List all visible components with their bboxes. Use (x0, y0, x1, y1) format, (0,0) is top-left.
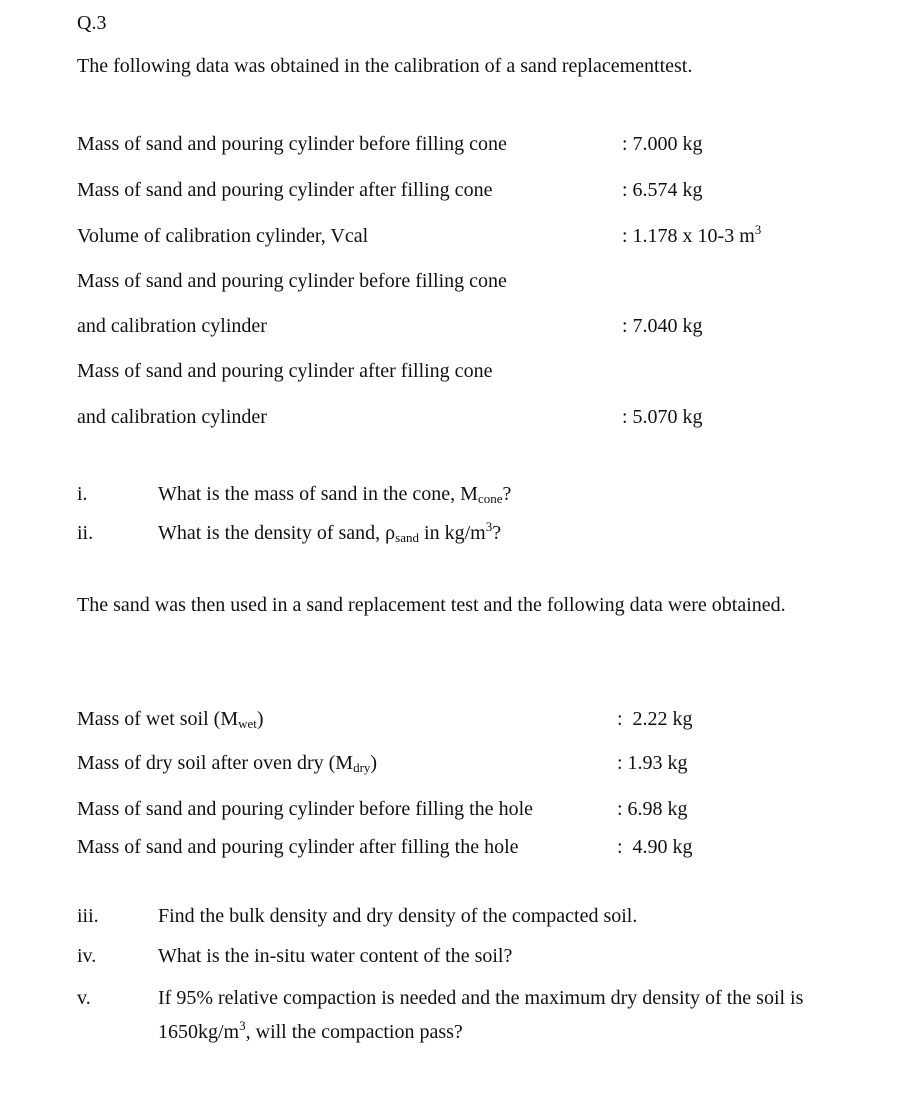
question-number: iii. (77, 905, 99, 927)
calibration-label: Mass of sand and pouring cylinder after filling cone (77, 179, 493, 201)
question-number: ii. (77, 522, 94, 544)
question-number: i. (77, 483, 88, 505)
question-text: What is the in-situ water content of the soil? (158, 945, 513, 967)
calibration-label: Volume of calibration cylinder, Vcal (77, 225, 369, 247)
question-text: What is the density of sand, $\rho_{sand}$ in $kg/m^3$? (158, 519, 502, 545)
question-label: Q.3 (77, 12, 107, 34)
calibration-value: : 5.070 kg (622, 406, 703, 428)
calibration-value: : 1.178 x 10-3 $m^3$ (622, 222, 762, 247)
calibration-value: : 7.040 kg (622, 315, 703, 337)
question-number: iv. (77, 945, 97, 967)
test-value: : 4.90 kg (617, 836, 693, 858)
intro-text: The following data was obtained in the calibration of a sand replacementtest. (77, 55, 693, 77)
superscript: 3 (239, 1018, 246, 1033)
subscript: cone (477, 491, 503, 506)
test-label: Mass of sand and pouring cylinder after filling the hole (77, 836, 519, 858)
test-label: Mass of sand and pouring cylinder before filling the hole (77, 798, 533, 820)
subscript: dry (353, 760, 371, 775)
superscript: 3 (485, 519, 493, 534)
question-text: Find the bulk density and dry density of the compacted soil. (158, 905, 638, 927)
calibration-label: and calibration cylinder (77, 315, 267, 337)
test-value: : 2.22 kg (617, 708, 693, 730)
calibration-label: Mass of sand and pouring cylinder after filling cone (77, 360, 493, 382)
calibration-label: Mass of sand and pouring cylinder before filling cone (77, 133, 507, 155)
question-number: v. (77, 987, 91, 1009)
calibration-value: : 7.000 kg (622, 133, 703, 155)
subscript: wet (238, 716, 257, 731)
test-label: Mass of wet soil $(M_{wet})$ (77, 708, 264, 731)
test-value: : 6.98 kg (617, 798, 688, 820)
calibration-label: Mass of sand and pouring cylinder before filling cone (77, 270, 507, 292)
calibration-value: : 6.574 kg (622, 179, 703, 201)
question-text: If 95% relative compaction is needed and the maximum dry density of the soil is $1650kg/m^3$, will the compaction pass? (158, 987, 804, 1043)
question-text: What is the mass of sand in the cone, $M_{cone}$? (158, 483, 512, 506)
transition-paragraph: The sand was then used in a sand replacement test and the following data were obtained. (77, 594, 786, 616)
calibration-label: and calibration cylinder (77, 406, 267, 428)
test-value: : 1.93 kg (617, 752, 688, 774)
subscript: sand (395, 530, 420, 545)
test-label: Mass of dry soil after oven dry $(M_{dry})$ (77, 752, 378, 775)
superscript: 3 (754, 222, 762, 237)
